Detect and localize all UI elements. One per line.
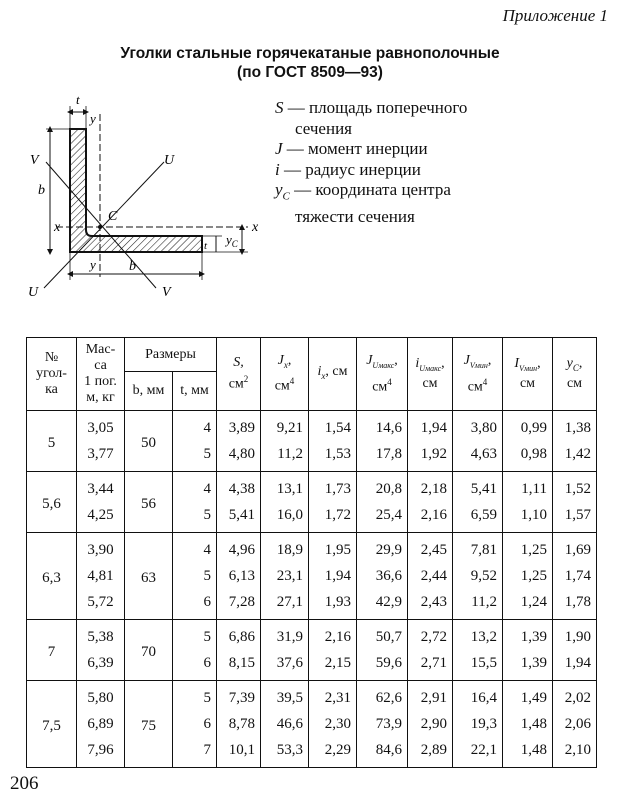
cell-s: 4,38	[217, 472, 261, 503]
table-row	[27, 441, 597, 472]
cell-s: 6,86	[217, 620, 261, 651]
cell-iv: 1,11	[503, 472, 553, 503]
cell-iv: 1,49	[503, 681, 553, 712]
cell-ix: 2,16	[309, 620, 357, 651]
cell-ju: 73,9	[357, 711, 408, 737]
cell-jv: 9,52	[453, 563, 503, 589]
cell-iu: 1,92	[408, 441, 453, 472]
cell-mass: 5,80	[77, 681, 125, 712]
cell-iu: 2,91	[408, 681, 453, 712]
cell-t: 6	[173, 711, 217, 737]
x-label-left: x	[54, 220, 61, 235]
cell-iu: 1,94	[408, 411, 453, 442]
u-label-bottom: U	[28, 285, 39, 300]
cell-ix: 1,72	[309, 502, 357, 533]
cell-b: 75	[125, 681, 173, 768]
cell-t: 4	[173, 533, 217, 564]
yc-label: $y_C$	[226, 232, 238, 249]
cell-b: 56	[125, 472, 173, 533]
page-title	[0, 44, 620, 82]
c-label: C	[108, 209, 118, 224]
cell-jx: 18,9	[261, 533, 309, 564]
cell-ix: 1,95	[309, 533, 357, 564]
t-label: t	[76, 92, 80, 107]
cell-yc: 1,42	[553, 441, 597, 472]
cell-iv: 1,39	[503, 650, 553, 681]
cell-iv: 1,39	[503, 620, 553, 651]
header-jv: $J_{Vмин}$, $см^4$	[453, 338, 503, 411]
cell-iu: 2,44	[408, 563, 453, 589]
header-iu: $i_{Uмакс}$, см	[408, 338, 453, 411]
legend-entry-s: S — площадь поперечного	[275, 98, 468, 117]
cell-t: 7	[173, 737, 217, 768]
cell-ix: 1,94	[309, 563, 357, 589]
table-row	[27, 411, 597, 442]
cell-yc: 1,90	[553, 620, 597, 651]
cell-t: 5	[173, 441, 217, 472]
cell-ix: 1,53	[309, 441, 357, 472]
cell-mass: 4,25	[77, 502, 125, 533]
cell-yc: 1,69	[553, 533, 597, 564]
header-yc: $y_C$, см	[553, 338, 597, 411]
legend-entry-i: i — радиус инерции	[275, 159, 421, 179]
cell-jv: 16,4	[453, 681, 503, 712]
cell-jv: 3,80	[453, 411, 503, 442]
cell-number: 7	[27, 620, 77, 681]
cell-b: 70	[125, 620, 173, 681]
cell-number: 5	[27, 411, 77, 472]
cell-jx: 46,6	[261, 711, 309, 737]
t-label-right: t	[204, 240, 208, 252]
legend-entry-yc-cont: тяжести сечения	[295, 206, 415, 226]
table-row	[27, 589, 597, 620]
cell-s: 4,80	[217, 441, 261, 472]
cell-iv: 1,48	[503, 737, 553, 768]
table-row	[27, 533, 597, 564]
cell-yc: 2,06	[553, 711, 597, 737]
cell-yc: 1,57	[553, 502, 597, 533]
cell-ix: 1,54	[309, 411, 357, 442]
cell-t: 5	[173, 563, 217, 589]
cell-s: 3,89	[217, 411, 261, 442]
cell-yc: 1,38	[553, 411, 597, 442]
cell-iv: 1,48	[503, 711, 553, 737]
cell-iu: 2,45	[408, 533, 453, 564]
cell-yc: 1,94	[553, 650, 597, 681]
header-mass: Мас- са 1 пог. м, кг	[77, 338, 125, 411]
cell-jv: 19,3	[453, 711, 503, 737]
header-iv: $I_{Vмин}$, см	[503, 338, 553, 411]
header-ju: $J_{Uмакс}$, $см^4$	[357, 338, 408, 411]
table-row	[27, 620, 597, 651]
table-body	[27, 411, 597, 768]
cell-ju: 59,6	[357, 650, 408, 681]
header-jx: $J_x$, $см^4$	[261, 338, 309, 411]
cell-jx: 23,1	[261, 563, 309, 589]
cell-ix: 1,73	[309, 472, 357, 503]
u-label-top: U	[164, 153, 175, 168]
cell-mass: 3,05	[77, 411, 125, 442]
header-number: № угол- ка	[27, 338, 77, 411]
legend-entry-s-cont: сечения	[295, 118, 352, 138]
cell-t: 4	[173, 472, 217, 503]
cell-b: 63	[125, 533, 173, 620]
cell-number: 6,3	[27, 533, 77, 620]
cell-t: 5	[173, 502, 217, 533]
cell-ju: 17,8	[357, 441, 408, 472]
cell-mass: 7,96	[77, 737, 125, 768]
cell-jx: 11,2	[261, 441, 309, 472]
cell-jx: 9,21	[261, 411, 309, 442]
symbol-legend	[275, 98, 467, 227]
cell-mass: 3,90	[77, 533, 125, 564]
cell-yc: 1,78	[553, 589, 597, 620]
cell-ju: 50,7	[357, 620, 408, 651]
cell-ju: 14,6	[357, 411, 408, 442]
cell-jv: 7,81	[453, 533, 503, 564]
table-row	[27, 502, 597, 533]
cell-s: 8,15	[217, 650, 261, 681]
table-row	[27, 563, 597, 589]
table-row	[27, 711, 597, 737]
cell-mass: 5,38	[77, 620, 125, 651]
cell-s: 10,1	[217, 737, 261, 768]
cell-t: 5	[173, 620, 217, 651]
cell-ix: 2,31	[309, 681, 357, 712]
cell-number: 7,5	[27, 681, 77, 768]
angle-properties-table	[26, 337, 597, 768]
cell-ix: 2,15	[309, 650, 357, 681]
cell-ju: 42,9	[357, 589, 408, 620]
angle-profile-shape	[70, 129, 202, 252]
cell-mass: 5,72	[77, 589, 125, 620]
cell-jv: 13,2	[453, 620, 503, 651]
cell-iv: 1,24	[503, 589, 553, 620]
cell-iv: 0,99	[503, 411, 553, 442]
cell-ix: 2,30	[309, 711, 357, 737]
cell-iv: 1,25	[503, 533, 553, 564]
cell-ju: 29,9	[357, 533, 408, 564]
cell-mass: 4,81	[77, 563, 125, 589]
table-row	[27, 472, 597, 503]
cell-t: 6	[173, 650, 217, 681]
cell-jx: 37,6	[261, 650, 309, 681]
cell-yc: 1,74	[553, 563, 597, 589]
cell-number: 5,6	[27, 472, 77, 533]
cell-jv: 15,5	[453, 650, 503, 681]
angle-section-diagram	[16, 92, 276, 307]
table-row	[27, 650, 597, 681]
cell-s: 7,28	[217, 589, 261, 620]
title-line-1: Уголки стальные горячекатаные равнополочные	[120, 45, 500, 62]
cell-ju: 25,4	[357, 502, 408, 533]
cell-s: 7,39	[217, 681, 261, 712]
b-label-horizontal: b	[129, 259, 136, 274]
cell-mass: 3,77	[77, 441, 125, 472]
cell-jx: 53,3	[261, 737, 309, 768]
cell-jv: 4,63	[453, 441, 503, 472]
cell-mass: 6,39	[77, 650, 125, 681]
cell-ju: 20,8	[357, 472, 408, 503]
cell-iv: 1,10	[503, 502, 553, 533]
header-b: b, мм	[125, 372, 173, 411]
centroid-point	[98, 225, 102, 229]
cell-ix: 1,93	[309, 589, 357, 620]
cell-jv: 6,59	[453, 502, 503, 533]
cell-jv: 11,2	[453, 589, 503, 620]
cell-ju: 62,6	[357, 681, 408, 712]
cell-mass: 6,89	[77, 711, 125, 737]
cell-iu: 2,18	[408, 472, 453, 503]
cell-jv: 5,41	[453, 472, 503, 503]
table-row	[27, 737, 597, 768]
legend-entry-j: J — момент инерции	[275, 139, 428, 158]
cell-t: 4	[173, 411, 217, 442]
cell-iv: 1,25	[503, 563, 553, 589]
appendix-label: Приложение 1	[502, 6, 608, 25]
b-label-vertical: b	[38, 183, 45, 198]
cell-jx: 27,1	[261, 589, 309, 620]
cell-iu: 2,89	[408, 737, 453, 768]
cell-mass: 3,44	[77, 472, 125, 503]
cell-yc: 2,10	[553, 737, 597, 768]
header-dimensions: Размеры	[125, 338, 217, 372]
x-label-right: x	[252, 220, 259, 235]
cell-jx: 31,9	[261, 620, 309, 651]
cell-iu: 2,71	[408, 650, 453, 681]
cell-iu: 2,43	[408, 589, 453, 620]
header-s: S, $см^2$	[217, 338, 261, 411]
legend-entry-yc: $y_C$ — координата центра	[275, 180, 451, 203]
cell-ju: 84,6	[357, 737, 408, 768]
cell-t: 5	[173, 681, 217, 712]
title-line-2: (по ГОСТ 8509—93)	[237, 64, 383, 81]
cell-iu: 2,72	[408, 620, 453, 651]
cell-jx: 39,5	[261, 681, 309, 712]
cell-jv: 22,1	[453, 737, 503, 768]
cell-jx: 16,0	[261, 502, 309, 533]
cell-iv: 0,98	[503, 441, 553, 472]
cell-b: 50	[125, 411, 173, 472]
cell-yc: 2,02	[553, 681, 597, 712]
header-t: t, мм	[173, 372, 217, 411]
cell-s: 6,13	[217, 563, 261, 589]
cell-jx: 13,1	[261, 472, 309, 503]
cell-ju: 36,6	[357, 563, 408, 589]
y-label-top: y	[90, 111, 96, 126]
page-number: 206	[10, 773, 39, 794]
cell-t: 6	[173, 589, 217, 620]
table-row	[27, 681, 597, 712]
cell-ix: 2,29	[309, 737, 357, 768]
cell-s: 8,78	[217, 711, 261, 737]
cell-yc: 1,52	[553, 472, 597, 503]
cell-iu: 2,90	[408, 711, 453, 737]
v-label-bottom: V	[162, 285, 171, 300]
v-label-top: V	[30, 153, 39, 168]
cell-iu: 2,16	[408, 502, 453, 533]
cell-s: 4,96	[217, 533, 261, 564]
header-ix: $i_x$, см	[309, 338, 357, 411]
y-label-bottom: y	[90, 257, 96, 272]
cell-s: 5,41	[217, 502, 261, 533]
